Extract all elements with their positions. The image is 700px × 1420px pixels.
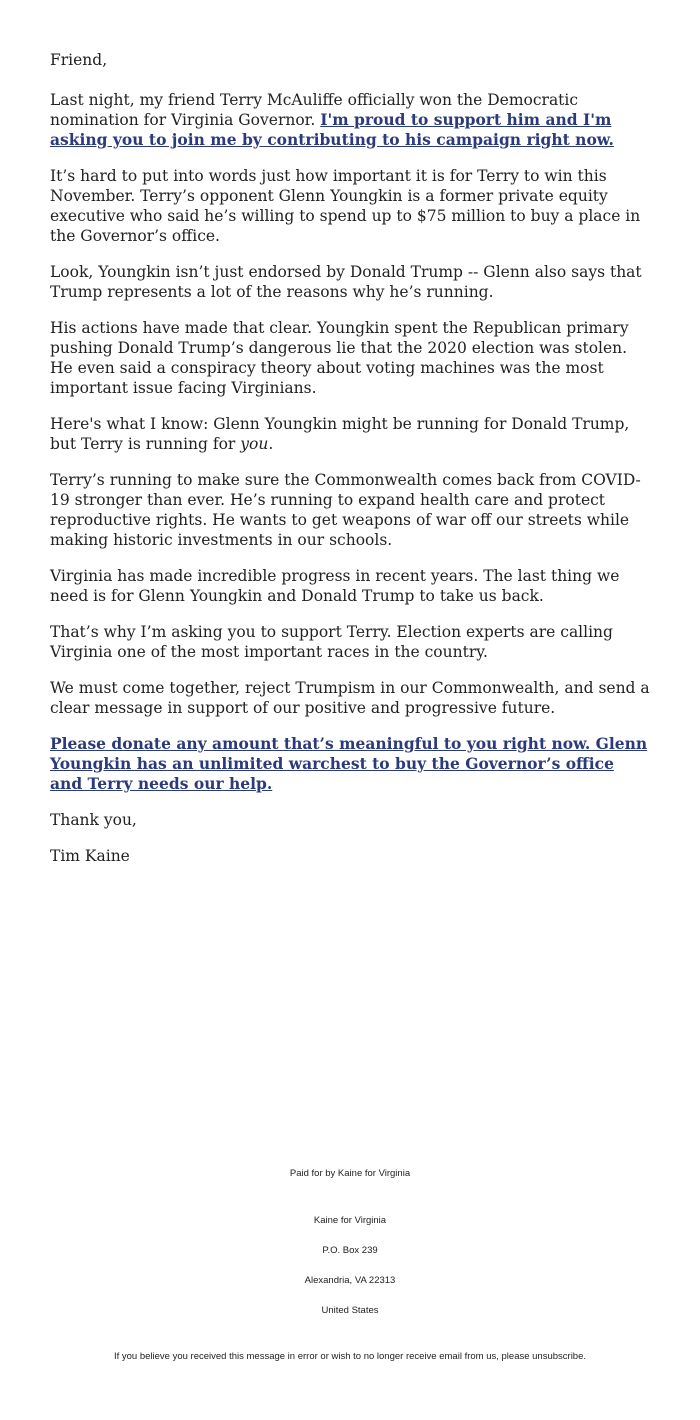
greeting: Friend,	[50, 51, 108, 69]
paragraph-agenda: Terry’s running to make sure the Commonwealth comes back from COVID-19 stronger than ever. He’s running to expand health care and protect reproductive rights. He wants to get weapons of war off our streets while making historic investments in our schools.	[50, 471, 641, 549]
unsubscribe-notice[interactable]: If you believe you received this message in error or wish to no longer receive email from us, please unsubscribe.	[113, 1351, 587, 1362]
signature: Tim Kaine	[50, 847, 130, 865]
footer-org-name: Kaine for Virginia	[313, 1215, 387, 1226]
contribute-link[interactable]: I'm proud to support him and I'm asking you to join me by contributing to his campaign right now.	[50, 110, 614, 149]
paragraph-support: That’s why I’m asking you to support Terry. Election experts are calling Virginia one of the most important races in the country.	[50, 623, 613, 661]
footer-city: Alexandria, VA 22313	[304, 1275, 396, 1286]
paragraph-running-text: Here's what I know: Glenn Youngkin might be running for Donald Trump, but Terry is running for	[50, 415, 630, 453]
emphasis-you: you	[240, 435, 269, 453]
email-body	[50, 50, 650, 882]
paragraph-nomination-text: Last night, my friend Terry McAuliffe officially won the Democratic nomination for Virginia Governor.	[50, 91, 579, 129]
paragraph-actions: His actions have made that clear. Youngkin spent the Republican primary pushing Donald Trump’s dangerous lie that the 2020 election was stolen. He even said a conspiracy theory about voting machines was the most important issue facing Virginians.	[50, 319, 629, 397]
paid-for-disclaimer: Paid for by Kaine for Virginia	[289, 1168, 411, 1179]
paragraph-donate	[50, 734, 650, 794]
footer-po-box: P.O. Box 239	[322, 1245, 378, 1256]
paragraph-importance: It’s hard to put into words just how important it is for Terry to win this November. Terry’s opponent Glenn Youngkin is a former private equity executive who said he’s willing to spend up to $75 million to buy a place in the Governor’s office.	[50, 167, 641, 245]
paragraph-running-for-you	[50, 414, 650, 454]
paragraph-running-end: .	[268, 435, 274, 453]
paragraph-nomination	[50, 90, 650, 150]
footer-country: United States	[321, 1305, 379, 1316]
signoff: Thank you,	[50, 811, 137, 829]
paragraph-progress: Virginia has made incredible progress in recent years. The last thing we need is for Glenn Youngkin and Donald Trump to take us back.	[50, 567, 620, 605]
paragraph-endorsement: Look, Youngkin isn’t just endorsed by Donald Trump -- Glenn also says that Trump represents a lot of the reasons why he’s running.	[50, 263, 642, 301]
paragraph-come-together: We must come together, reject Trumpism in our Commonwealth, and send a clear message in support of our positive and progressive future.	[50, 679, 650, 717]
donate-link[interactable]: Please donate any amount that’s meaningful to you right now. Glenn Youngkin has an unlimited warchest to buy the Governor’s office and Terry needs our help.	[50, 734, 648, 793]
